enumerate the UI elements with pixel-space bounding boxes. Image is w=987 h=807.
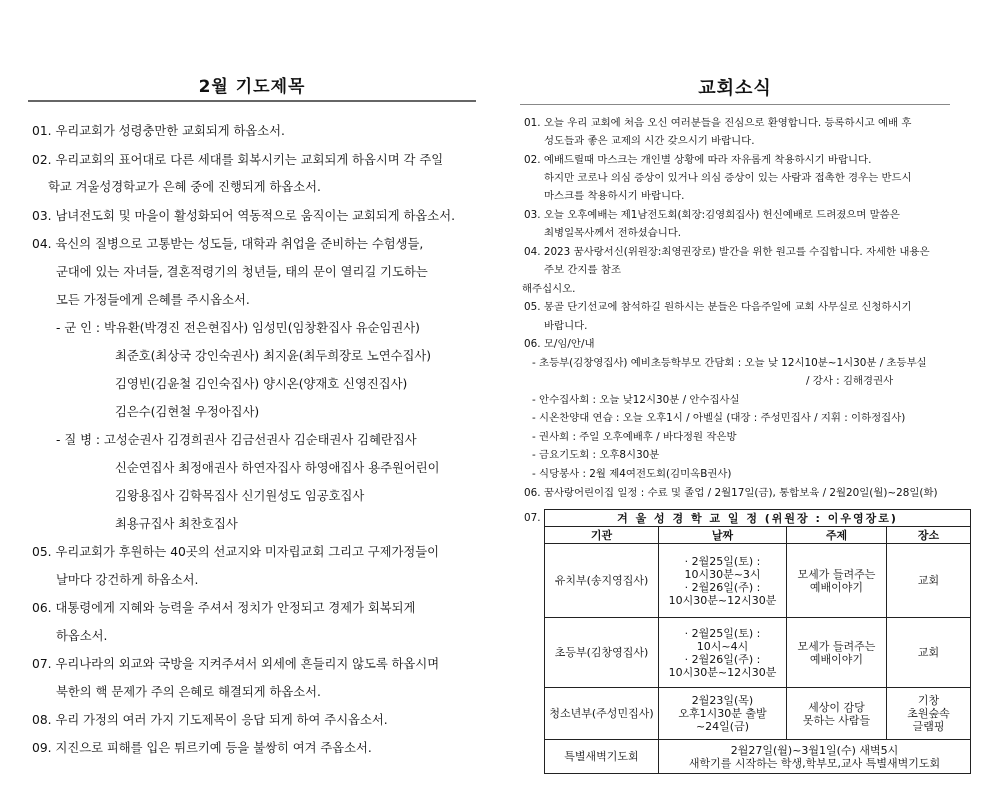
news-title-rule xyxy=(520,104,950,105)
news-line: 마스크를 착용하시기 바랍니다. xyxy=(544,190,685,202)
prayer-line: 07. 우리나라의 외교와 국방을 지켜주셔서 외세에 흔들리지 않도록 하옵시며 xyxy=(32,657,440,671)
prayer-line: 최준호(최상국 강인숙권사) 최지윤(최두희장로 노연수집사) xyxy=(115,349,432,363)
news-line: 하지만 코로나 의심 증상이 있거나 의심 증상이 있는 사람과 접촉한 경우는 반드시 xyxy=(544,172,912,184)
winter-bible-school-table xyxy=(544,509,971,774)
prayer-line: 09. 지진으로 피해를 입은 튀르키예 등을 불쌍히 여겨 주옵소서. xyxy=(32,741,372,755)
news-line: / 강사 : 김해경권사 xyxy=(806,375,894,387)
prayer-line: 김왕용집사 김학목집사 신기원성도 임공호집사 xyxy=(115,489,365,503)
news-line: 05. 몽골 단기선교에 참석하길 원하시는 분들은 다음주일에 교회 사무실로 신청하시기 xyxy=(524,301,912,313)
topic-cell: 모세가 들려주는 예배이야기 xyxy=(787,544,887,618)
date-cell: 2월23일(목) 오후1시30분 출발 ~24일(금) xyxy=(659,688,787,740)
date-cell: · 2월25일(토) : 10시~4시 · 2월26일(주) : 10시30분~12시30분 xyxy=(659,618,787,688)
prayer-line: 01. 우리교회가 성령충만한 교회되게 하옵소서. xyxy=(32,124,285,138)
date-cell: · 2월25일(토) : 10시30분~3시 · 2월26일(주) : 10시30분~12시30분 xyxy=(659,544,787,618)
news-line: - 안수집사회 : 오늘 낮12시30분 / 안수집사실 xyxy=(532,394,740,406)
header-place: 장소 xyxy=(887,527,971,544)
news-line: - 시온찬양대 연습 : 오늘 오후1시 / 아벨실 (대장 : 주성민집사 / 지휘 : 이하정집사) xyxy=(532,412,906,424)
org-cell: 청소년부(주성민집사) xyxy=(545,688,659,740)
table-row xyxy=(545,544,971,618)
prayer-title: 2월 기도제목 xyxy=(198,77,306,97)
prayer-line: 김영빈(김윤철 김인숙집사) 양시온(양재호 신영진집사) xyxy=(115,377,408,391)
prayer-line: 북한의 핵 문제가 주의 은혜로 해결되게 하옵소서. xyxy=(56,685,321,699)
place-cell: 교회 xyxy=(887,618,971,688)
news-line: 03. 오늘 오후예배는 제1남전도회(회장:김영희집사) 헌신예배로 드려졌으며 말씀은 xyxy=(524,209,900,221)
news-line: 주보 간지를 참조 xyxy=(544,264,621,276)
prayer-line: 02. 우리교회의 표어대로 다른 세대를 회복시키는 교회되게 하옵시며 각 주일 xyxy=(32,153,444,167)
prayer-line: 신순연집사 최정애권사 하연자집사 하영애집사 용주원어린이 xyxy=(115,461,440,475)
schedule-number: 07. xyxy=(524,512,541,524)
news-line: - 권사회 : 주일 오후예배후 / 바다정원 작은방 xyxy=(532,431,737,443)
topic-cell: 모세가 들려주는 예배이야기 xyxy=(787,618,887,688)
prayer-line: 08. 우리 가정의 여러 가지 기도제목이 응답 되게 하여 주시옵소서. xyxy=(32,713,388,727)
topic-cell: 세상이 감당 못하는 사람들 xyxy=(787,688,887,740)
prayer-line: 04. 육신의 질병으로 고통받는 성도들, 대학과 취업을 준비하는 수험생들, xyxy=(32,237,424,251)
special-detail-cell xyxy=(659,740,971,774)
place-cell: 교회 xyxy=(887,544,971,618)
news-title: 교회소식 xyxy=(698,78,772,99)
special-time: 2월27일(월)~3월1일(수) 새벽5시 xyxy=(730,743,899,757)
org-cell: 특별새벽기도회 xyxy=(545,740,659,774)
prayer-title-rule xyxy=(28,100,476,102)
prayer-line: 하옵소서. xyxy=(56,629,108,643)
news-line: 해주십시오. xyxy=(522,283,576,295)
news-line: 바랍니다. xyxy=(544,320,588,332)
place-cell: 기창 초원숲속 글램핑 xyxy=(887,688,971,740)
prayer-line: 모든 가정들에게 은혜를 주시옵소서. xyxy=(56,293,250,307)
prayer-line: 학교 겨울성경학교가 은혜 중에 진행되게 하옵소서. xyxy=(48,180,321,194)
prayer-line: 최용규집사 최찬호집사 xyxy=(115,517,238,531)
news-line: 01. 오늘 우리 교회에 처음 오신 여러분들을 진심으로 환영합니다. 등록하시고 예배 후 xyxy=(524,117,912,129)
prayer-line: 김은수(김현철 우정아집사) xyxy=(115,405,260,419)
org-cell: 유치부(송지영집사) xyxy=(545,544,659,618)
news-line: 06. 꿈사랑어린이집 일정 : 수료 및 졸업 / 2월17일(금), 통합보육 / 2월20일(월)~28일(화) xyxy=(524,487,938,499)
news-line: 성도들과 좋은 교제의 시간 갖으시기 바랍니다. xyxy=(544,135,755,147)
table-row xyxy=(545,740,971,774)
prayer-line: 03. 남녀전도회 및 마을이 활성화되어 역동적으로 움직이는 교회되게 하옵소서. xyxy=(32,209,455,223)
prayer-line: - 질 병 : 고성순권사 김경희권사 김금선권사 김순태권사 김혜란집사 xyxy=(56,433,417,447)
prayer-line: 06. 대통령에게 지혜와 능력을 주셔서 정치가 안정되고 경제가 회복되게 xyxy=(32,601,416,615)
table-row xyxy=(545,688,971,740)
news-line: 02. 예배드릴때 마스크는 개인별 상황에 따라 자유롭게 착용하시기 바랍니다. xyxy=(524,154,872,166)
news-line: 04. 2023 꿈사랑서신(위원장:최영권장로) 발간을 위한 원고를 수집합니다. 자세한 내용은 xyxy=(524,246,930,258)
prayer-line: 날마다 강건하게 하옵소서. xyxy=(56,573,199,587)
header-org: 기관 xyxy=(545,527,659,544)
table-row xyxy=(545,618,971,688)
prayer-line: 군대에 있는 자녀들, 결혼적령기의 청년들, 태의 문이 열리길 기도하는 xyxy=(56,265,428,279)
org-cell: 초등부(김창영집사) xyxy=(545,618,659,688)
news-line: - 식당봉사 : 2월 제4여전도회(김미옥B권사) xyxy=(532,468,732,480)
prayer-line: 05. 우리교회가 후원하는 40곳의 선교지와 미자립교회 그리고 구제가정들이 xyxy=(32,545,440,559)
news-line: - 금요기도회 : 오후8시30분 xyxy=(532,449,660,461)
header-topic: 주제 xyxy=(787,527,887,544)
news-line: 최병일목사께서 전하셨습니다. xyxy=(544,227,682,239)
special-description: 새학기를 시작하는 학생,학부모,교사 특별새벽기도회 xyxy=(688,756,941,770)
table-caption: 겨 울 성 경 학 교 일 정 (위원장 : 이우영장로) xyxy=(545,510,971,527)
news-line: - 초등부(김창영집사) 예비초등학부모 간담회 : 오늘 낮 12시10분~1시30분 / 초등부실 xyxy=(532,357,927,369)
prayer-line: - 군 인 : 박유환(박경진 전은현집사) 임성민(임창환집사 유순임권사) xyxy=(56,321,420,335)
header-date: 날짜 xyxy=(659,527,787,544)
news-line: 06. 모/임/안/내 xyxy=(524,338,595,350)
